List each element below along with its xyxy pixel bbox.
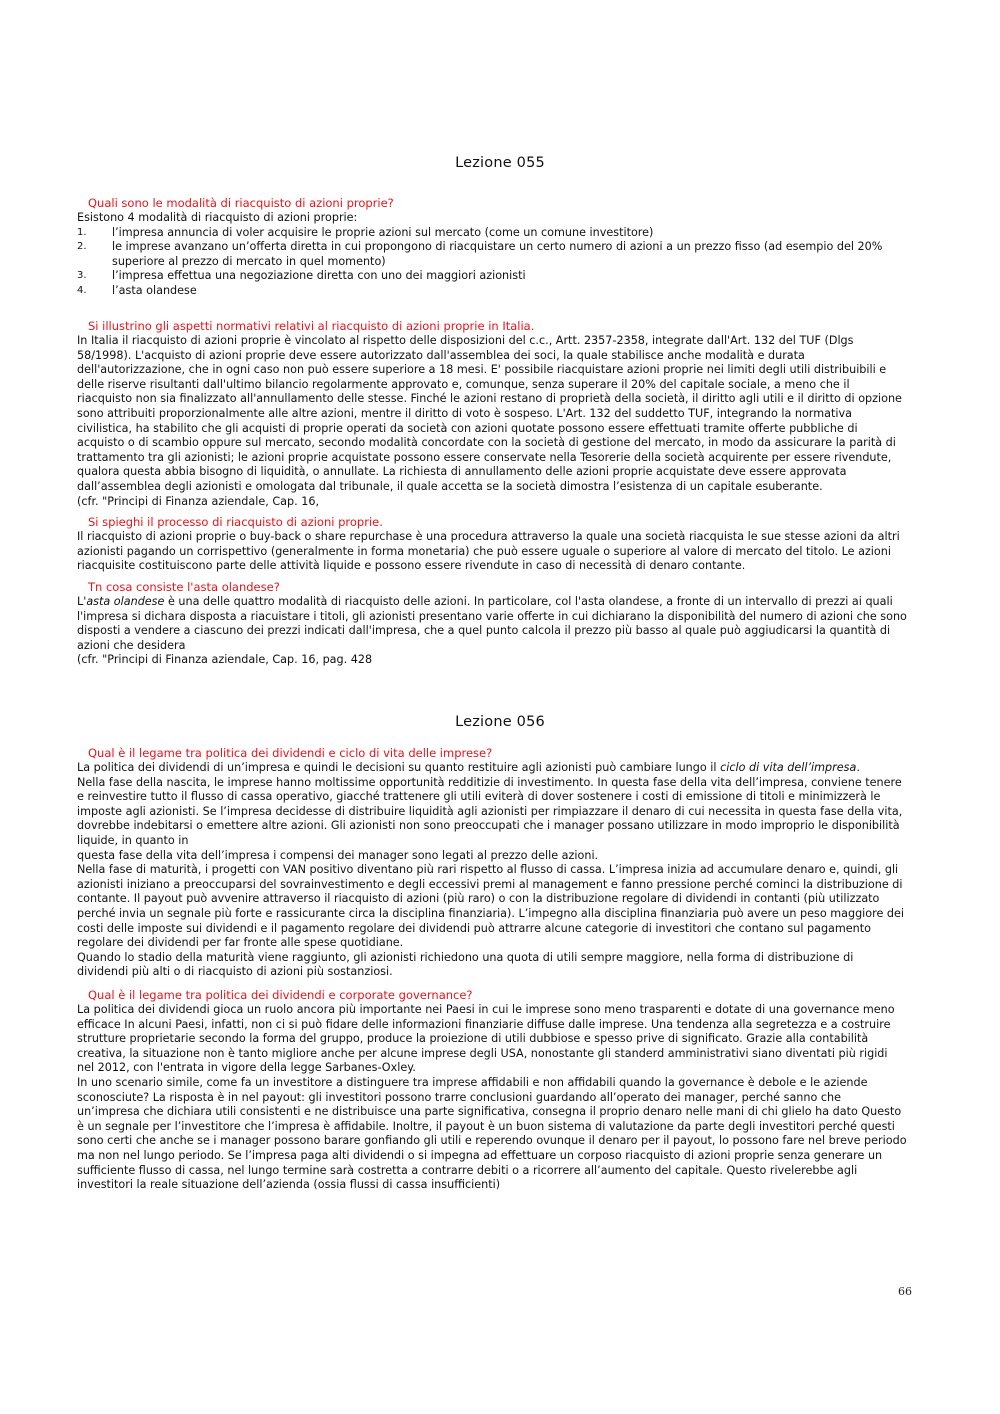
list-item xyxy=(77,240,907,269)
list-number: 3. xyxy=(77,270,87,282)
list-text: le imprese avanzano un’offerta diretta in cui propongono di riacquistare un certo numero di azioni a un prezzo fisso (ad esempio del 20% superiore al prezzo di mercato in quel momento) xyxy=(112,240,883,268)
answer-body: In Italia il riacquisto di azioni proprie è vincolato al rispetto delle disposizioni del c.c., Artt. 2357-2358, integrate dall'Art. 132 del TUF (Dlgs 58/1998). L'acquisto di azioni proprie deve essere autorizzato dall'assemblea dei soci, la quale stabilisce anche modalità e durata dell'autorizzazione, che in ogni caso non può essere superiore a 18 mesi. E' possibile riacquistare azioni proprie nei limiti degli utili distribuibili e delle riserve risultanti dall'ultimo bilancio regolarmente approvato e, comunque, senza superare il 20% del capitale sociale, a meno che il riacquisto non sia finalizzato all'annullamento delle stesse. Finché le azioni restano di proprietà della società, il diritto agli utili e il diritto di opzione sono attribuiti proporzionalmente alle altre azioni, mentre il diritto di voto è sospeso. L'Art. 132 del suddetto TUF, integrando la normativa civilistica, ha stabilito che gli acquisti di proprie operati da società con azioni quotate possono essere effettuati tramite offerte pubbliche di acquisto o di scambio oppure sul mercato, secondo modalità concordate con la società di gestione del mercato, in modo da assicurare la parità di trattamento tra gli azionisti; le azioni proprie acquistate possono essere conservate nella Tesorerie della società acquirente per essere rivendute, qualora questa abbia bisogno di liquidità, o annullate. La richiesta di annullamento delle azioni proprie acquistate deve essere approvata dall’assemblea degli azionisti e omologata dal tribunale, il quale accetta se la società dimostra l’esistenza di un capitale esuberante. xyxy=(77,334,902,493)
answer-paragraph: questa fase della vita dell’impresa i compensi dei manager sono legati al prezzo delle azioni. xyxy=(77,848,599,862)
question-heading: Qual è il legame tra politica dei dividendi e ciclo di vita delle imprese? xyxy=(88,746,493,760)
list-text: l’impresa effettua una negoziazione diretta con uno dei maggiori azionisti xyxy=(112,269,526,283)
body-emphasis: asta olandese xyxy=(86,595,165,608)
lesson-title-055: Lezione 055 xyxy=(455,155,545,171)
question-heading: Si spieghi il processo di riacquisto di azioni proprie. xyxy=(88,515,383,529)
answer-paragraph: La politica dei dividendi gioca un ruolo ancora più importante nei Paesi in cui le imprese sono meno trasparenti e dotate di una governance meno efficace In alcuni Paesi, infatti, non ci si può fidare delle informazioni finanziarie diffuse dalle imprese. Una tendenza alla segretezza e a costruire strutture proprietarie secondo la forma del gruppo, produce la proiezione di utili dubbiose e spesso prive di significato. Grazie alla contabilità creativa, la situazione non è tanto migliore anche per alcune imprese degli USA, nonostante gli standerd amministrativi siano diventati più rigidi nel 2012, con l'entrata in vigore della legge Sarbanes-Oxley. xyxy=(77,1003,895,1075)
answer-body: Il riacquisto di azioni proprie o buy-back o share repurchase è una procedura attraverso la quale una società riacquista le sue stesse azioni da altri azionisti pagando un corrispettivo (generalmente in forma monetaria) che può essere uguale o superiore al valore di mercato del titolo. Le azioni riacquisite costituiscono parte delle attività liquide e possono essere rivendute in caso di necessità di denaro contante. xyxy=(77,530,900,573)
modalita-list xyxy=(77,226,907,299)
question-heading: Si illustrino gli aspetti normativi relativi al riacquisto di azioni proprie in Italia. xyxy=(88,319,535,333)
paragraph-emphasis: ciclo di vita dell’impresa xyxy=(720,761,857,774)
list-text: l’asta olandese xyxy=(112,283,197,297)
body-prefix: L' xyxy=(77,595,87,608)
answer-paragraph: Quando lo stadio della maturità viene raggiunto, gli azionisti richiedono una quota di utili sempre maggiore, nella forma di distribuzione di dividendi più alti o di riacquisto di azioni più sostanziosi. xyxy=(77,950,854,979)
section-ciclo-di-vita xyxy=(77,746,907,980)
body-rest: è una delle quattro modalità di riacquisto delle azioni. In particolare, col l'asta olandese, a fronte di un intervallo di prezzi ai quali l'impresa si dichara disposta a riacuistare i titoli, gli azionisti presentano varie offerte in cui dichiarano la disponibilità del numero di azioni che sono disposti a vendere a ciascuno dei prezzi indicati dall'impresa, che a quel punto calcola il prezzo più basso al quale può aggiudicarsi la quantità di azioni che desidera xyxy=(77,595,907,652)
section-aspetti-normativi xyxy=(77,319,907,509)
list-item xyxy=(77,284,907,299)
answer-paragraph: Nella fase di maturità, i progetti con VAN positivo diventano più rari rispetto al flusso di cassa. L’impresa inizia ad accumulare denaro e, quindi, gli azionisti iniziano a preoccuparsi del sovrainvestimento e degli eccessivi premi al management e fanno pressione perché cominci la distribuzione di contante. Il payout può avvenire attraverso il riacquisto di azioni (più raro) o con la distribuzione regolare di dividendi in contanti (più utilizzato perché invia un segnale più forte e rassicurante circa la disciplina finanziaria). L’impegno alla disciplina finanziaria può avere un peso maggiore dei costi delle imposte sui dividendi e il pagamento regolare dei dividendi può attrarre alcune categorie di investitori che contano sul pagamento regolare dei dividendi per far fronte alle spese quotidiane. xyxy=(77,863,905,950)
answer-paragraph xyxy=(77,761,907,776)
page-number: 66 xyxy=(898,1285,912,1298)
paragraph-prefix: La politica dei dividendi di un’impresa e quindi le decisioni su quanto restituire agli azionisti può cambiare lungo il xyxy=(77,761,721,774)
citation: (cfr. "Principi di Finanza aziendale, Cap. 16, pag. 428 xyxy=(77,653,373,667)
list-number: 1. xyxy=(77,226,87,238)
section-processo-riacquisto xyxy=(77,515,907,574)
list-item xyxy=(77,269,907,284)
list-number: 2. xyxy=(77,241,87,253)
question-heading: Tn cosa consiste l'asta olandese? xyxy=(88,580,280,594)
list-item xyxy=(77,226,907,241)
question-heading: Qual è il legame tra politica dei dividendi e corporate governance? xyxy=(88,988,473,1002)
section-asta-olandese xyxy=(77,580,907,668)
answer-intro: Esistono 4 modalità di riacquisto di azioni proprie: xyxy=(77,211,358,224)
answer-paragraph: Nella fase della nascita, le imprese hanno moltissime opportunità redditizie di investimento. In questa fase della vita dell’impresa, conviene tenere e reinvestire tutto il flusso di cassa operativo, giacché trattenere gli utili eviterà di dover sostenere i costi di emissione di titoli e minimizzerà le imposte agli azionisti. Se l’impresa decidesse di distribuire liquidità agli azionisti per rimpiazzare il denaro di cui necessita in questa fase della vita, dovrebbe indebitarsi o emettere altre azioni. Gli azionisti non sono preoccupati che i manager possano utilizzare in modo improprio le disponibilità liquide, in quanto in xyxy=(77,775,903,847)
section-corporate-governance xyxy=(77,988,907,1193)
question-heading: Quali sono le modalità di riacquisto di azioni proprie? xyxy=(88,196,394,210)
section-riacquisto-modalita xyxy=(77,196,907,299)
citation: (cfr. "Principi di Finanza aziendale, Cap. 16, xyxy=(77,494,320,508)
answer-paragraph: In uno scenario simile, come fa un investitore a distinguere tra imprese affidabili e non affidabili quando la governance è debole e le aziende sconosciute? La risposta è in nel payout: gli investitori possono trarre conclusioni guardando all’operato dei manager, perché sanno che un’impresa che dichiara utili consistenti e ne distribuisce una parte significativa, consegna il proprio denaro nelle mani di chi glielo ha dato Questo è un segnale per l’investitore che l’impresa è affidabile. Inoltre, il payout è un buon sistema di valutazione da parte degli investitori perché questi sono certi che anche se i manager possono barare gonfiando gli utili e reperendo ovunque il denaro per il payout, lo possono fare nel breve periodo ma non nel lungo periodo. Se l’impresa paga alti dividendi o si impegna ad effettuare un corposo riacquisto di azioni proprie senza generare un sufficiente flusso di cassa, nel lungo termine sarà costretta a contrarre debiti o a ricorrere all’aumento del capitale. Questo rivelerebbe agli investitori la reale situazione dell’azienda (ossia flussi di cassa insufficienti) xyxy=(77,1075,907,1192)
paragraph-suffix: . xyxy=(856,761,860,774)
lesson-title-056: Lezione 056 xyxy=(455,714,545,730)
answer-body xyxy=(77,595,907,653)
list-number: 4. xyxy=(77,284,87,296)
list-text: l’impresa annuncia di voler acquisire le proprie azioni sul mercato (come un comune investitore) xyxy=(112,225,654,239)
